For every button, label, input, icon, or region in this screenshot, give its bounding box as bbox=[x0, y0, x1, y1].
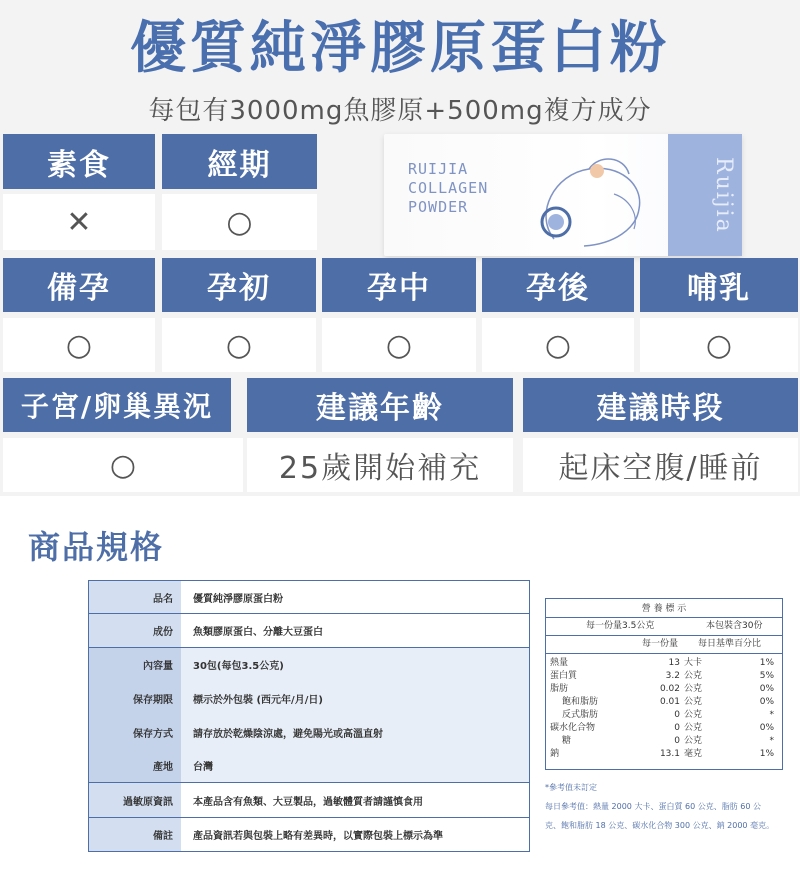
spec-key: 保存期限 bbox=[89, 681, 181, 715]
spec-row bbox=[89, 818, 529, 851]
header-suggested-time: 建議時段 bbox=[523, 378, 798, 432]
spec-value: 台灣 bbox=[193, 762, 213, 773]
value-vegetarian: ✕ bbox=[3, 194, 155, 250]
spec-key: 過敏原資訊 bbox=[89, 783, 181, 817]
spec-row bbox=[89, 648, 529, 681]
header-vegetarian: 素食 bbox=[3, 134, 155, 189]
spec-value: 請存放於乾燥陰涼處，避免陽光或高溫直射 bbox=[193, 728, 383, 740]
nutrition-row: 糖 0 公克 * bbox=[562, 736, 774, 746]
value-early-pregnancy: ○ bbox=[162, 318, 316, 372]
pouch-side-logo: Ruijia bbox=[711, 156, 736, 234]
value-uterus-ovary: ○ bbox=[3, 438, 243, 492]
spec-value: 優質純淨膠原蛋白粉 bbox=[193, 593, 283, 605]
nutrition-row: 反式脂肪 0 公克 * bbox=[562, 710, 774, 720]
spec-row bbox=[89, 681, 529, 715]
nutrition-row: 飽和脂肪 0.01 公克 0% bbox=[562, 697, 774, 707]
value-pre-pregnancy: ○ bbox=[3, 318, 155, 372]
spec-key: 產地 bbox=[89, 749, 181, 782]
value-mid-pregnancy: ○ bbox=[322, 318, 476, 372]
nutrition-notes: *參考值未訂定 每日參考值：熱量 2000 大卡、蛋白質 60 公克、脂肪 60 公 克、飽和脂肪 18 公克、碳水化合物 300 公克、鈉 2000 毫克。 bbox=[545, 783, 775, 830]
spec-title: 商品規格 bbox=[28, 528, 165, 566]
nutrition-row: 脂肪 0.02 公克 0% bbox=[550, 684, 774, 694]
spec-key: 成份 bbox=[89, 614, 181, 647]
nutrition-title: 營 養 標 示 bbox=[641, 604, 687, 614]
header-early-pregnancy: 孕初 bbox=[162, 258, 316, 312]
pouch-brand-text: RUIJIA COLLAGEN POWDER bbox=[408, 160, 489, 216]
nutrition-row: 碳水化合物 0 公克 0% bbox=[550, 723, 774, 733]
spec-table bbox=[88, 580, 530, 852]
spec-value: 魚類膠原蛋白、分離大豆蛋白 bbox=[193, 627, 323, 638]
spec-row bbox=[89, 614, 529, 647]
nutrition-row: 熱量 13 大卡 1% bbox=[550, 658, 774, 668]
value-period: ○ bbox=[162, 194, 317, 250]
value-suggested-time: 起床空腹/睡前 bbox=[523, 438, 798, 492]
header-late-pregnancy: 孕後 bbox=[482, 258, 634, 312]
nutrition-serving-size: 每一份量3.5公克 bbox=[586, 621, 655, 631]
value-suggested-age: 25歲開始補充 bbox=[247, 438, 513, 492]
spec-key: 保存方式 bbox=[89, 715, 181, 749]
spec-key: 品名 bbox=[89, 581, 181, 613]
header-period: 經期 bbox=[162, 134, 317, 189]
value-late-pregnancy: ○ bbox=[482, 318, 634, 372]
spec-value: 本產品含有魚類、大豆製品，過敏體質者請謹慎食用 bbox=[193, 796, 423, 808]
header-uterus-ovary: 子宮/卵巢異況 bbox=[3, 378, 231, 432]
nutrition-row: 鈉 13.1 毫克 1% bbox=[550, 749, 774, 759]
spec-key: 備註 bbox=[89, 818, 181, 851]
page-title: 優質純淨膠原蛋白粉 bbox=[130, 16, 670, 81]
nutrition-servings: 本包裝含30份 bbox=[706, 621, 763, 631]
nutrition-col-per-serving: 每一份量 bbox=[642, 639, 679, 649]
header-suggested-age: 建議年齡 bbox=[247, 378, 513, 432]
page-subtitle: 每包有3000mg魚膠原+500mg複方成分 bbox=[148, 96, 652, 126]
spec-row bbox=[89, 749, 529, 782]
spec-row bbox=[89, 715, 529, 749]
spec-row bbox=[89, 783, 529, 817]
spec-key: 內容量 bbox=[89, 648, 181, 681]
header-pre-pregnancy: 備孕 bbox=[3, 258, 155, 312]
spec-value: 標示於外包裝 (西元年/月/日) bbox=[193, 694, 323, 706]
nutrition-row: 蛋白質 3.2 公克 5% bbox=[550, 671, 774, 681]
header-breastfeeding: 哺乳 bbox=[640, 258, 798, 312]
value-breastfeeding: ○ bbox=[640, 318, 798, 372]
spec-row bbox=[89, 581, 529, 613]
header-mid-pregnancy: 孕中 bbox=[322, 258, 476, 312]
spec-value: 30包(每包3.5公克) bbox=[193, 661, 284, 672]
spec-value: 產品資訊若與包裝上略有差異時，以實際包裝上標示為準 bbox=[193, 831, 443, 842]
nutrition-table bbox=[545, 598, 783, 770]
nutrition-col-daily: 每日基準百分比 bbox=[698, 639, 762, 649]
